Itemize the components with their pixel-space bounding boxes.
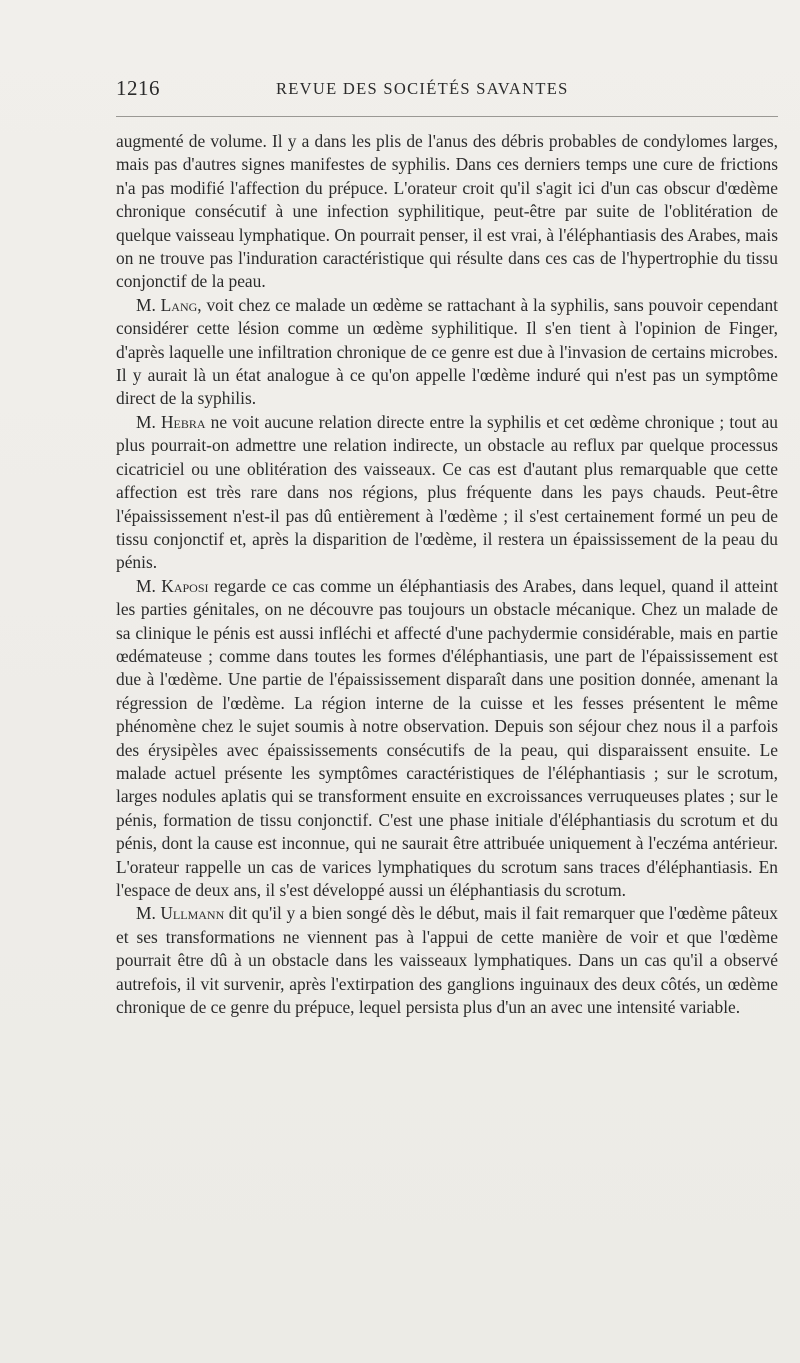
paragraph-lead: M. [136,411,161,432]
paragraph-hebra [116,411,778,575]
running-header [116,76,778,106]
speaker-name: Lang, [160,294,202,315]
paragraph-kaposi [116,575,778,903]
running-title: REVUE DES SOCIÉTÉS SAVANTES [276,79,569,98]
paragraph-text: voit chez ce malade un œdème se rattachant à la syphilis, sans pouvoir cependant considérer cette lésion comme un œdème syphilitique. Il s'en tient à l'opinion de Finger, d'après laquelle une infiltration chronique de ce genre est due à l'invasion de certains microbes. Il y aurait là un état analogue à ce qu'on appelle l'œdème induré qui n'est pas un symptôme direct de la syphilis. [116,294,778,409]
paragraph-lang [116,294,778,411]
paragraph-text: ne voit aucune relation directe entre la syphilis et cet œdème chronique ; tout au plus pourrait-on admettre une relation indirecte, un obstacle au reflux par quelque processus cicatriciel ou une oblitération des vaisseaux. Ce cas est d'autant plus remarquable que cette affection est très rare dans nos régions, plus fréquente dans les pays chauds. Peut-être l'épaississement n'est-il pas dû entièrement à l'œdème ; il s'est certainement formé un peu de tissu conjonctif et, après la disparition de l'œdème, il restera un épaississement de la peau du pénis. [116,411,778,573]
paragraph-lead: M. [136,294,161,315]
paragraph-continuation [116,130,778,294]
speaker-name: Kaposi [161,575,209,596]
paragraph-lead: M. [136,575,162,596]
header-rule [116,116,778,117]
speaker-name: Ullmann [160,903,225,924]
paragraph-text: augmenté de volume. Il y a dans les plis de l'anus des débris probables de condylomes larges, mais pas d'autres signes manifestes de syphilis. Dans ces derniers temps une cure de frictions n'a pas modifié l'affection du prépuce. L'orateur croit qu'il s'agit ici d'un cas obscur d'œdème chronique consécutif à une infection syphilitique, peut-être par suite de l'oblitération de quelque vaisseau lymphatique. On pourrait penser, il est vrai, à l'éléphantiasis des Arabes, mais on ne trouve pas l'induration caractéristique qui résulte dans ces cas de l'hypertrophie du tissu conjonctif de la peau. [116,131,778,292]
paragraph-text: regarde ce cas comme un éléphantiasis des Arabes, dans lequel, quand il atteint les parties génitales, on ne découvre pas toujours un obstacle mécanique. Chez un malade de sa clinique le pénis est aussi infléchi et affecté d'une pachydermie considérable, mais en partie œdémateuse ; comme dans toutes les formes d'éléphantiasis, une part de l'épaississement est due à l'œdème. Une partie de l'épaississement disparaît dans une position donnée, amenant la régression de l'œdème. La région interne de la cuisse et les fesses présentent le même phénomène chez le sujet soumis à notre observation. Depuis son séjour chez nous il a parfois des érysipèles avec épaississements consécutifs de la peau, qui disparaissent ensuite. Le malade actuel présente les symptômes caractéristiques de l'éléphantiasis ; sur le scrotum, larges nodules aplatis qui se transforment ensuite en excroissances verruqueuses plates ; sur le pénis, formation de tissu conjonctif. C'est une phase initiale d'éléphantiasis du scrotum et du pénis, dont la cause est inconnue, qui ne saurait être attribuée uniquement à l'eczéma antérieur. L'orateur rappelle un cas de varices lymphatiques du scrotum sans traces d'éléphantiasis. En l'espace de deux ans, il s'est développé aussi un éléphantiasis du scrotum. [116,575,778,900]
paragraph-lead: M. [136,903,161,924]
page-number: 1216 [116,76,160,100]
paragraph-text: dit qu'il y a bien songé dès le début, mais il fait remarquer que l'œdème pâteux et ses transformations ne viennent pas à l'appui de cette manière de voir et que l'œdème pourrait être dû à un obstacle dans les vaisseaux lymphatiques. Dans un cas qu'il a observé autrefois, il vit survenir, après l'extirpation des ganglions inguinaux des deux côtés, un œdème chronique de ce genre du prépuce, lequel persista plus d'un an avec une intensité variable. [116,903,778,1018]
body-text [116,130,778,1019]
speaker-name: Hebra [160,411,206,432]
paragraph-ullmann [116,902,778,1019]
